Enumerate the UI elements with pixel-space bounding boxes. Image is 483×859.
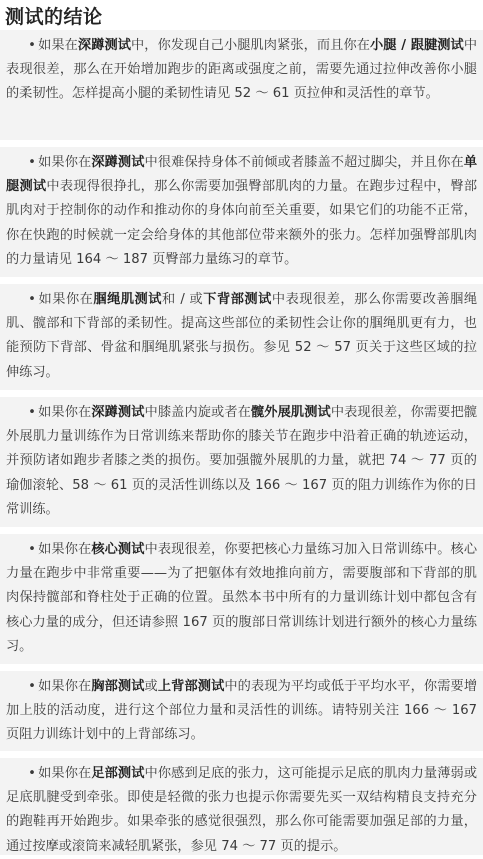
- conclusion-paragraph: [6, 401, 477, 522]
- body-text: 如果你在: [38, 405, 92, 420]
- bullet-icon: •: [28, 542, 36, 557]
- conclusion-item: [0, 147, 483, 277]
- conclusion-paragraph: [6, 762, 477, 859]
- page-title: 测试的结论: [5, 6, 103, 28]
- bullet-icon: •: [28, 679, 36, 694]
- conclusion-item: [0, 397, 483, 527]
- body-text: 如果你在: [38, 679, 92, 694]
- body-text: 中表现得很挣扎，那么你需要加强臀部肌肉的力量。在跑步过程中，臀部肌肉对于控制你的动作和推动你的身体向前至关重要，如果它们的功能不正常，你在快跑的时候就一定会给身体的其他部位带来额外的张力。怎样加强臀部肌肉的力量请见 164 ～ 187 页臀部力量练习的章节。: [6, 179, 478, 267]
- conclusion-paragraph: [6, 538, 477, 659]
- body-text: 中表现很差，你要把核心力量练习加入日常训练中。核心力量在跑步中非常重要——为了把躯体有效地推向前方，需要腹部和下背部的肌肉保持髋部和脊柱处于正确的位置。虽然本书中所有的力量训练计划中都包含有核心力量的成分，但还请参照 167 页的腹部日常训练计划进行额外的核心力量练习。: [6, 542, 478, 654]
- body-text: 中，你发现自己小腿肌肉紧张，而且你在: [131, 38, 370, 53]
- test-name: 深蹲测试: [91, 155, 145, 170]
- body-text: 如果你在: [38, 766, 92, 781]
- test-name: 胸部测试: [91, 679, 145, 694]
- body-text: 或: [144, 679, 158, 694]
- test-name: 腘绳肌测试: [93, 292, 162, 307]
- conclusion-paragraph: [6, 34, 477, 107]
- bullet-icon: •: [28, 292, 36, 307]
- body-text: 如果你在: [38, 542, 92, 557]
- body-text: 中膝盖内旋或者在: [144, 405, 251, 420]
- body-text: 中表现很差，那么在开始增加跑步的距离或强度之前，需要先通过拉伸改善你小腿的柔韧性。怎样提高小腿的柔韧性请见 52 ～ 61 页拉伸和灵活性的章节。: [6, 38, 478, 102]
- body-text: 如果在: [38, 38, 78, 53]
- bullet-icon: •: [28, 405, 36, 420]
- bullet-icon: •: [28, 766, 36, 781]
- body-text: 如果你在: [38, 292, 94, 307]
- conclusion-item: [0, 534, 483, 664]
- conclusion-item: [0, 758, 483, 855]
- bullet-icon: •: [28, 155, 36, 170]
- test-name: 足部测试: [91, 766, 145, 781]
- conclusion-item: [0, 30, 483, 140]
- bullet-icon: •: [28, 38, 36, 53]
- test-name: 核心测试: [91, 542, 145, 557]
- test-name: 上背部测试: [157, 679, 225, 694]
- test-name: 单腿测试: [6, 155, 478, 195]
- body-text: 中表现很差，你需要把髋外展肌力量训练作为日常训练来帮助你的膝关节在跑步中沿着正确的轨迹运动，并预防诸如跑步者膝之类的损伤。要加强髋外展肌的力量，就把 74 ～ 77 页的瑜伽滚轮、58 ～ 61 页的灵活性训练以及 166 ～ 167 页的阻力训练作为你的日常训练。: [6, 405, 478, 517]
- conclusion-item: [0, 284, 483, 390]
- test-name: 髋外展肌测试: [250, 405, 331, 420]
- conclusion-item: [0, 671, 483, 751]
- body-text: 中的表现为平均或低于平均水平，你需要增加上肢的活动度，进行这个部位力量和灵活性的训练。请特别关注 166 ～ 167 页阻力训练计划中的上背部练习。: [6, 679, 478, 743]
- body-text: 和 / 或: [161, 292, 204, 307]
- conclusion-paragraph: [6, 151, 477, 272]
- test-name: 小腿 / 跟腱测试: [370, 38, 464, 53]
- test-name: 下背部测试: [203, 292, 272, 307]
- conclusion-paragraph: [6, 675, 477, 748]
- body-text: 中表现很差，那么你需要改善腘绳肌、髋部和下背部的柔韧性。提高这些部位的柔韧性会让你的腘绳肌更有力，也能预防下背部、骨盆和腘绳肌紧张与损伤。参见 52 ～ 57 页关于这些区域的拉伸练习。: [6, 292, 478, 380]
- body-text: 中很难保持身体不前倾或者膝盖不超过脚尖，并且你在: [144, 155, 464, 170]
- conclusion-paragraph: [6, 288, 477, 385]
- body-text: 如果你在: [38, 155, 92, 170]
- body-text: 中你感到足底的张力，这可能提示足底的肌肉力量薄弱或足底肌腱受到牵张。即使是轻微的张力也提示你需要先买一双结构精良支持充分的跑鞋再开始跑步。如果牵张的感觉很强烈，那么你可能需要加强足部的力量，通过按摩或滚筒来减轻肌紧张，参见 74 ～ 77 页的提示。: [6, 766, 478, 854]
- test-name: 深蹲测试: [77, 38, 132, 53]
- test-name: 深蹲测试: [91, 405, 145, 420]
